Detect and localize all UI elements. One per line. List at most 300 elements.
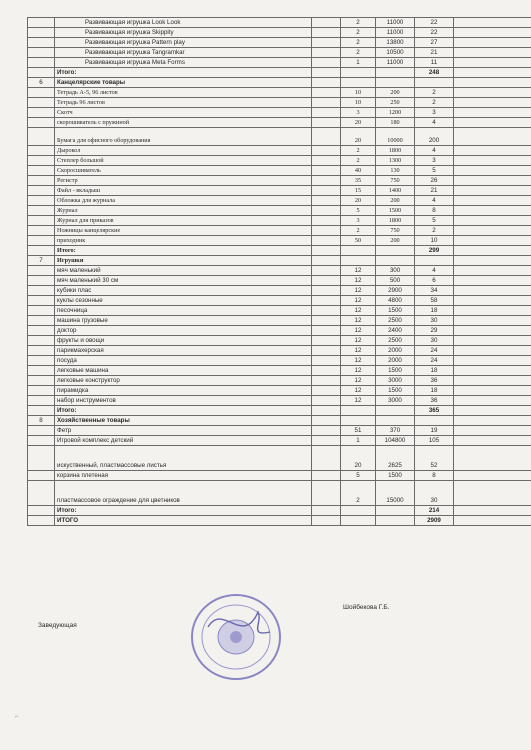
item-price: [376, 416, 415, 426]
item-quantity: 12: [341, 316, 376, 326]
blank-cell: [454, 226, 531, 236]
row-number: [28, 88, 55, 98]
item-price: 500: [376, 276, 415, 286]
item-name: Обложка для журнала: [55, 196, 312, 206]
table-row: [28, 366, 531, 376]
blank-cell: [454, 366, 531, 376]
item-price: 15000: [376, 481, 415, 506]
item-name: кубики плас: [55, 286, 312, 296]
item-price: 250: [376, 98, 415, 108]
blank-cell: [454, 48, 531, 58]
item-price: 1500: [376, 366, 415, 376]
blank-cell: [454, 146, 531, 156]
item-price: 300: [376, 266, 415, 276]
blank-cell: [454, 206, 531, 216]
row-number: [28, 306, 55, 316]
blank-cell: [454, 426, 531, 436]
blank-cell: [312, 326, 341, 336]
item-name: доктор: [55, 326, 312, 336]
item-name: Степлер большой: [55, 156, 312, 166]
item-name: Итого:: [55, 406, 312, 416]
item-name: легковые конструктор: [55, 376, 312, 386]
item-sum: 6: [415, 276, 454, 286]
section-row: [28, 78, 531, 88]
row-number: [28, 266, 55, 276]
item-quantity: 12: [341, 296, 376, 306]
item-quantity: 20: [341, 196, 376, 206]
item-sum: 18: [415, 366, 454, 376]
blank-cell: [454, 68, 531, 78]
item-sum: 27: [415, 38, 454, 48]
item-name: искуственный, пластмассовые листья: [55, 446, 312, 471]
blank-cell: [454, 286, 531, 296]
item-sum: 2: [415, 226, 454, 236]
item-quantity: [341, 506, 376, 516]
item-sum: 10: [415, 236, 454, 246]
blank-cell: [312, 256, 341, 266]
row-number: [28, 18, 55, 28]
row-number: [28, 156, 55, 166]
item-name: ИТОГО: [55, 516, 312, 526]
item-name: мяч маленький: [55, 266, 312, 276]
table-row: [28, 38, 531, 48]
item-quantity: 35: [341, 176, 376, 186]
item-price: 1500: [376, 206, 415, 216]
official-stamp: [188, 592, 284, 682]
item-price: 2000: [376, 356, 415, 366]
row-number: [28, 146, 55, 156]
blank-cell: [454, 336, 531, 346]
row-number: [28, 226, 55, 236]
blank-cell: [312, 98, 341, 108]
row-number: [28, 506, 55, 516]
item-name: Тетрадь А-5, 96 листов: [55, 88, 312, 98]
blank-cell: [312, 346, 341, 356]
item-name: приходник: [55, 236, 312, 246]
table-row: [28, 118, 531, 128]
item-price: [376, 256, 415, 266]
blank-cell: [454, 108, 531, 118]
item-sum: 24: [415, 346, 454, 356]
item-price: [376, 516, 415, 526]
blank-cell: [454, 436, 531, 446]
item-name: пирамидка: [55, 386, 312, 396]
item-price: 11000: [376, 58, 415, 68]
item-name: корзина плетеная: [55, 471, 312, 481]
item-sum: 24: [415, 356, 454, 366]
blank-cell: [454, 406, 531, 416]
table-row: [28, 306, 531, 316]
item-price: 11000: [376, 28, 415, 38]
table-row: [28, 276, 531, 286]
blank-cell: [454, 176, 531, 186]
blank-cell: [312, 38, 341, 48]
table-row: [28, 346, 531, 356]
item-price: 180: [376, 118, 415, 128]
table-row: [28, 146, 531, 156]
blank-cell: [312, 306, 341, 316]
row-number: [28, 326, 55, 336]
blank-cell: [312, 366, 341, 376]
row-number: [28, 386, 55, 396]
blank-cell: [312, 18, 341, 28]
item-sum: 4: [415, 146, 454, 156]
row-number: [28, 216, 55, 226]
blank-cell: [454, 376, 531, 386]
item-quantity: 2: [341, 48, 376, 58]
row-number: 7: [28, 256, 55, 266]
blank-cell: [454, 128, 531, 146]
item-price: 1500: [376, 471, 415, 481]
row-number: 8: [28, 416, 55, 426]
item-quantity: 51: [341, 426, 376, 436]
blank-cell: [454, 196, 531, 206]
table-row: [28, 166, 531, 176]
item-sum: [415, 78, 454, 88]
blank-cell: [312, 176, 341, 186]
table-row: [28, 88, 531, 98]
item-price: 750: [376, 226, 415, 236]
item-price: [376, 246, 415, 256]
item-quantity: [341, 406, 376, 416]
item-name: Журнал: [55, 206, 312, 216]
item-quantity: 12: [341, 346, 376, 356]
item-quantity: 12: [341, 306, 376, 316]
blank-cell: [454, 236, 531, 246]
item-sum: [415, 416, 454, 426]
blank-cell: [312, 296, 341, 306]
item-quantity: 1: [341, 436, 376, 446]
item-name: Бумага для офисного оборудования: [55, 128, 312, 146]
item-name: Ножницы канцелярские: [55, 226, 312, 236]
item-price: 2625: [376, 446, 415, 471]
table-row: [28, 216, 531, 226]
item-sum: 34: [415, 286, 454, 296]
blank-cell: [454, 316, 531, 326]
item-sum: 214: [415, 506, 454, 516]
item-quantity: 2: [341, 28, 376, 38]
blank-cell: [312, 416, 341, 426]
item-name: Дырокол: [55, 146, 312, 156]
blank-cell: [312, 196, 341, 206]
table-row: [28, 436, 531, 446]
table-row: [28, 471, 531, 481]
item-sum: 22: [415, 28, 454, 38]
blank-cell: [312, 336, 341, 346]
item-price: 2000: [376, 346, 415, 356]
section-row: [28, 256, 531, 266]
total-row: [28, 506, 531, 516]
item-price: [376, 68, 415, 78]
row-number: [28, 426, 55, 436]
blank-cell: [454, 326, 531, 336]
blank-cell: [312, 446, 341, 471]
row-number: [28, 98, 55, 108]
total-row: [28, 246, 531, 256]
blank-cell: [312, 156, 341, 166]
blank-cell: [454, 481, 531, 506]
table-row: [28, 376, 531, 386]
blank-cell: [454, 446, 531, 471]
item-quantity: [341, 68, 376, 78]
item-quantity: 10: [341, 88, 376, 98]
item-price: 10000: [376, 128, 415, 146]
item-price: 2500: [376, 336, 415, 346]
blank-cell: [454, 98, 531, 108]
item-name: Тетрадь 96 листов: [55, 98, 312, 108]
row-number: [28, 176, 55, 186]
item-sum: 299: [415, 246, 454, 256]
item-name: Итого:: [55, 506, 312, 516]
item-price: [376, 406, 415, 416]
blank-cell: [312, 88, 341, 98]
item-name: Скотч: [55, 108, 312, 118]
blank-cell: [454, 516, 531, 526]
item-quantity: 3: [341, 216, 376, 226]
blank-cell: [312, 48, 341, 58]
item-quantity: 5: [341, 471, 376, 481]
blank-cell: [312, 396, 341, 406]
item-quantity: 20: [341, 118, 376, 128]
item-sum: 4: [415, 196, 454, 206]
blank-cell: [312, 186, 341, 196]
item-sum: 36: [415, 396, 454, 406]
blank-cell: [312, 236, 341, 246]
item-name: Развивающая игрушка Meta Forms: [55, 58, 312, 68]
blank-cell: [312, 128, 341, 146]
table-row: [28, 396, 531, 406]
item-quantity: 12: [341, 326, 376, 336]
row-number: [28, 346, 55, 356]
blank-cell: [454, 396, 531, 406]
item-price: 13800: [376, 38, 415, 48]
table-row: [28, 98, 531, 108]
item-quantity: 2: [341, 156, 376, 166]
blank-cell: [312, 266, 341, 276]
item-name: Файл - вкладыш: [55, 186, 312, 196]
item-price: 2900: [376, 286, 415, 296]
row-number: [28, 108, 55, 118]
blank-cell: [454, 78, 531, 88]
item-quantity: [341, 246, 376, 256]
item-price: 200: [376, 196, 415, 206]
item-name: посуда: [55, 356, 312, 366]
blank-cell: [312, 516, 341, 526]
item-name: скорошиватель с пружиной: [55, 118, 312, 128]
blank-cell: [312, 286, 341, 296]
row-number: [28, 296, 55, 306]
item-price: [376, 506, 415, 516]
blank-cell: [312, 426, 341, 436]
table-row: [28, 108, 531, 118]
item-price: 10500: [376, 48, 415, 58]
item-quantity: 12: [341, 396, 376, 406]
table-row: [28, 128, 531, 146]
item-name: Итого:: [55, 68, 312, 78]
total-row: [28, 516, 531, 526]
item-sum: 3: [415, 156, 454, 166]
item-quantity: 15: [341, 186, 376, 196]
blank-cell: [454, 38, 531, 48]
blank-cell: [454, 346, 531, 356]
signature-position-label: Заведующая: [38, 622, 77, 629]
blank-cell: [454, 356, 531, 366]
row-number: [28, 38, 55, 48]
total-row: [28, 68, 531, 78]
item-price: 1500: [376, 306, 415, 316]
item-quantity: 2: [341, 146, 376, 156]
blank-cell: [454, 28, 531, 38]
row-number: [28, 376, 55, 386]
row-number: [28, 196, 55, 206]
item-quantity: 2: [341, 226, 376, 236]
blank-cell: [312, 376, 341, 386]
row-number: [28, 186, 55, 196]
item-quantity: 12: [341, 376, 376, 386]
item-sum: 2909: [415, 516, 454, 526]
item-sum: 200: [415, 128, 454, 146]
item-sum: 18: [415, 306, 454, 316]
item-sum: 365: [415, 406, 454, 416]
item-sum: 2: [415, 88, 454, 98]
row-number: [28, 28, 55, 38]
row-number: [28, 396, 55, 406]
item-quantity: 2: [341, 481, 376, 506]
item-sum: 8: [415, 471, 454, 481]
blank-cell: [454, 256, 531, 266]
row-number: [28, 336, 55, 346]
item-name: Развивающая игрушка Tangramkar: [55, 48, 312, 58]
item-quantity: 5: [341, 206, 376, 216]
item-name: Игровой комплекс детский: [55, 436, 312, 446]
row-number: [28, 166, 55, 176]
item-name: Развивающая игрушка Skippity: [55, 28, 312, 38]
blank-cell: [454, 276, 531, 286]
row-number: [28, 516, 55, 526]
row-number: [28, 48, 55, 58]
item-price: 200: [376, 236, 415, 246]
item-name: Хозяйственные товары: [55, 416, 312, 426]
blank-cell: [454, 506, 531, 516]
item-sum: 2: [415, 98, 454, 108]
row-number: [28, 58, 55, 68]
item-quantity: 12: [341, 276, 376, 286]
table-row: [28, 266, 531, 276]
item-price: 11000: [376, 18, 415, 28]
row-number: [28, 276, 55, 286]
signature-name: Шойбекова Г.Б.: [343, 604, 390, 611]
blank-cell: [312, 68, 341, 78]
item-price: 2400: [376, 326, 415, 336]
item-name: Игрушки: [55, 256, 312, 266]
blank-cell: [312, 471, 341, 481]
blank-cell: [312, 146, 341, 156]
table-row: [28, 426, 531, 436]
item-sum: 21: [415, 186, 454, 196]
item-quantity: 2: [341, 38, 376, 48]
item-name: машина грузовые: [55, 316, 312, 326]
row-number: [28, 316, 55, 326]
blank-cell: [312, 28, 341, 38]
item-quantity: 1: [341, 58, 376, 68]
row-number: [28, 286, 55, 296]
blank-cell: [312, 216, 341, 226]
table-row: [28, 18, 531, 28]
item-sum: 26: [415, 176, 454, 186]
table-row: [28, 58, 531, 68]
item-name: фрукты и овощи: [55, 336, 312, 346]
row-number: [28, 68, 55, 78]
item-quantity: 40: [341, 166, 376, 176]
item-price: 370: [376, 426, 415, 436]
row-number: [28, 471, 55, 481]
item-price: [376, 78, 415, 88]
item-price: 1800: [376, 146, 415, 156]
table-row: [28, 48, 531, 58]
table-row: [28, 386, 531, 396]
item-sum: 8: [415, 206, 454, 216]
item-quantity: 2: [341, 18, 376, 28]
item-price: 1800: [376, 216, 415, 226]
item-sum: 4: [415, 118, 454, 128]
inventory-table: [27, 17, 531, 526]
blank-cell: [312, 316, 341, 326]
blank-cell: [312, 386, 341, 396]
item-price: 1400: [376, 186, 415, 196]
item-sum: 11: [415, 58, 454, 68]
item-sum: [415, 256, 454, 266]
item-price: 1200: [376, 108, 415, 118]
item-sum: 5: [415, 216, 454, 226]
blank-cell: [312, 356, 341, 366]
table-row: [28, 176, 531, 186]
row-number: [28, 356, 55, 366]
table-row: [28, 326, 531, 336]
item-quantity: 12: [341, 266, 376, 276]
blank-cell: [312, 246, 341, 256]
table-row: [28, 356, 531, 366]
blank-cell: [312, 226, 341, 236]
blank-cell: [312, 108, 341, 118]
table-row: [28, 28, 531, 38]
item-name: Регистр: [55, 176, 312, 186]
item-price: 3000: [376, 376, 415, 386]
item-name: Итого:: [55, 246, 312, 256]
blank-cell: [454, 88, 531, 98]
item-price: 1300: [376, 156, 415, 166]
row-number: [28, 406, 55, 416]
item-quantity: [341, 416, 376, 426]
row-number: [28, 236, 55, 246]
blank-cell: [454, 118, 531, 128]
item-price: 2500: [376, 316, 415, 326]
item-quantity: 20: [341, 128, 376, 146]
item-quantity: 12: [341, 356, 376, 366]
table-row: [28, 206, 531, 216]
row-number: [28, 246, 55, 256]
table-row: [28, 296, 531, 306]
item-sum: 30: [415, 336, 454, 346]
item-price: 130: [376, 166, 415, 176]
item-quantity: 3: [341, 108, 376, 118]
row-number: [28, 206, 55, 216]
blank-cell: [454, 18, 531, 28]
item-sum: 18: [415, 386, 454, 396]
blank-cell: [454, 416, 531, 426]
item-name: легковые машина: [55, 366, 312, 376]
blank-cell: [312, 78, 341, 88]
item-sum: 52: [415, 446, 454, 471]
